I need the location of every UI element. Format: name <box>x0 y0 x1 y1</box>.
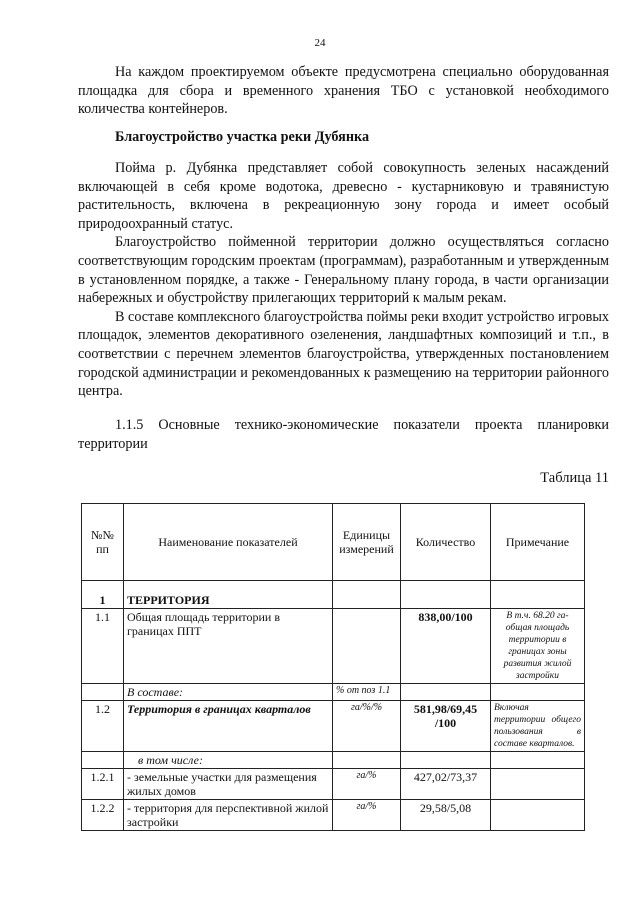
row-num <box>82 684 124 701</box>
header-name: Наименование показателей <box>124 504 333 581</box>
row-unit: % от поз 1.1 <box>333 684 401 701</box>
row-note <box>491 684 585 701</box>
row-note <box>491 800 585 831</box>
table-caption: Таблица 11 <box>540 470 609 486</box>
row-name: ТЕРРИТОРИЯ <box>124 581 333 609</box>
row-qty: 427,02/73,37 <box>401 769 491 800</box>
row-note: Включая территории общего пользования в составе кварталов. <box>491 701 585 752</box>
header-num: №№ пп <box>82 504 124 581</box>
row-unit <box>333 609 401 684</box>
row-name: в том числе: <box>124 752 333 769</box>
row-num <box>82 752 124 769</box>
row-note: В т.ч. 68.20 га-общая площадь территории в границах зоны развития жилой застройки <box>491 609 585 684</box>
table-row <box>82 769 585 800</box>
paragraph-4: В составе комплексного благоустройства поймы реки входит устройство игровых площадок, элементов декоративного озеленения, ландшафтных композиций и т.п., в соответствии с перечнем элементов благоустройства, утвержденных постановлением городской администрации и рекомендованных к размещению на территории районного центра. <box>78 308 609 400</box>
table-row <box>82 800 585 831</box>
row-name: - территория для перспективной жилой застройки <box>124 800 333 831</box>
row-num: 1.2 <box>82 701 124 752</box>
row-unit: га/% <box>333 800 401 831</box>
page-number: 24 <box>314 37 326 49</box>
table-row <box>82 684 585 701</box>
row-qty <box>401 684 491 701</box>
header-note: Примечание <box>491 504 585 581</box>
row-qty: 581,98/69,45 /100 <box>401 701 491 752</box>
row-unit <box>333 752 401 769</box>
row-name: В составе: <box>124 684 333 701</box>
section-heading: Благоустройство участка реки Дубянка <box>115 129 370 145</box>
table-row <box>82 752 585 769</box>
row-qty: 838,00/100 <box>401 609 491 684</box>
row-num: 1.2.2 <box>82 800 124 831</box>
row-note <box>491 752 585 769</box>
table-row <box>82 609 585 684</box>
table-header-row <box>82 504 585 581</box>
indicators-table <box>81 503 585 831</box>
paragraph-2: Пойма р. Дубянка представляет собой совокупность зеленых насаждений включающей в себя кроме водотока, древесно - кустарниковую и травянистую растительность, включена в рекреационную зону города и имеет особый природоохранный статус. <box>78 160 609 232</box>
row-note <box>491 769 585 800</box>
row-unit: га/% <box>333 769 401 800</box>
row-qty <box>401 581 491 609</box>
header-unit: Единицы измерений <box>333 504 401 581</box>
row-name: Общая площадь территории в границах ППТ <box>124 609 333 684</box>
row-name: Территория в границах кварталов <box>124 701 333 752</box>
row-unit: га/%/% <box>333 701 401 752</box>
paragraph-containers <box>78 63 609 119</box>
table-row <box>82 581 585 609</box>
paragraph-1: На каждом проектируемом объекте предусмотрена специально оборудованная площадка для сбора и временного хранения ТБО с установкой необходимого количества контейнеров. <box>78 64 609 118</box>
row-qty: 29,58/5,08 <box>401 800 491 831</box>
table-row <box>82 701 585 752</box>
subsection-title: 1.1.5 Основные технико-экономические показатели проекта планировки территории <box>78 417 609 452</box>
row-num: 1.2.1 <box>82 769 124 800</box>
row-name: - земельные участки для размещения жилых домов <box>124 769 333 800</box>
row-num: 1.1 <box>82 609 124 684</box>
row-num: 1 <box>82 581 124 609</box>
row-note <box>491 581 585 609</box>
header-qty: Количество <box>401 504 491 581</box>
paragraph-3: Благоустройство пойменной территории должно осуществляться согласно соответствующим городским проектам (программам), разработанным и утвержденным в установленном порядке, а также - Генеральному плану города, в части организации набережных и обустройству прилегающих территорий к малым рекам. <box>78 234 609 307</box>
row-qty <box>401 752 491 769</box>
row-unit <box>333 581 401 609</box>
